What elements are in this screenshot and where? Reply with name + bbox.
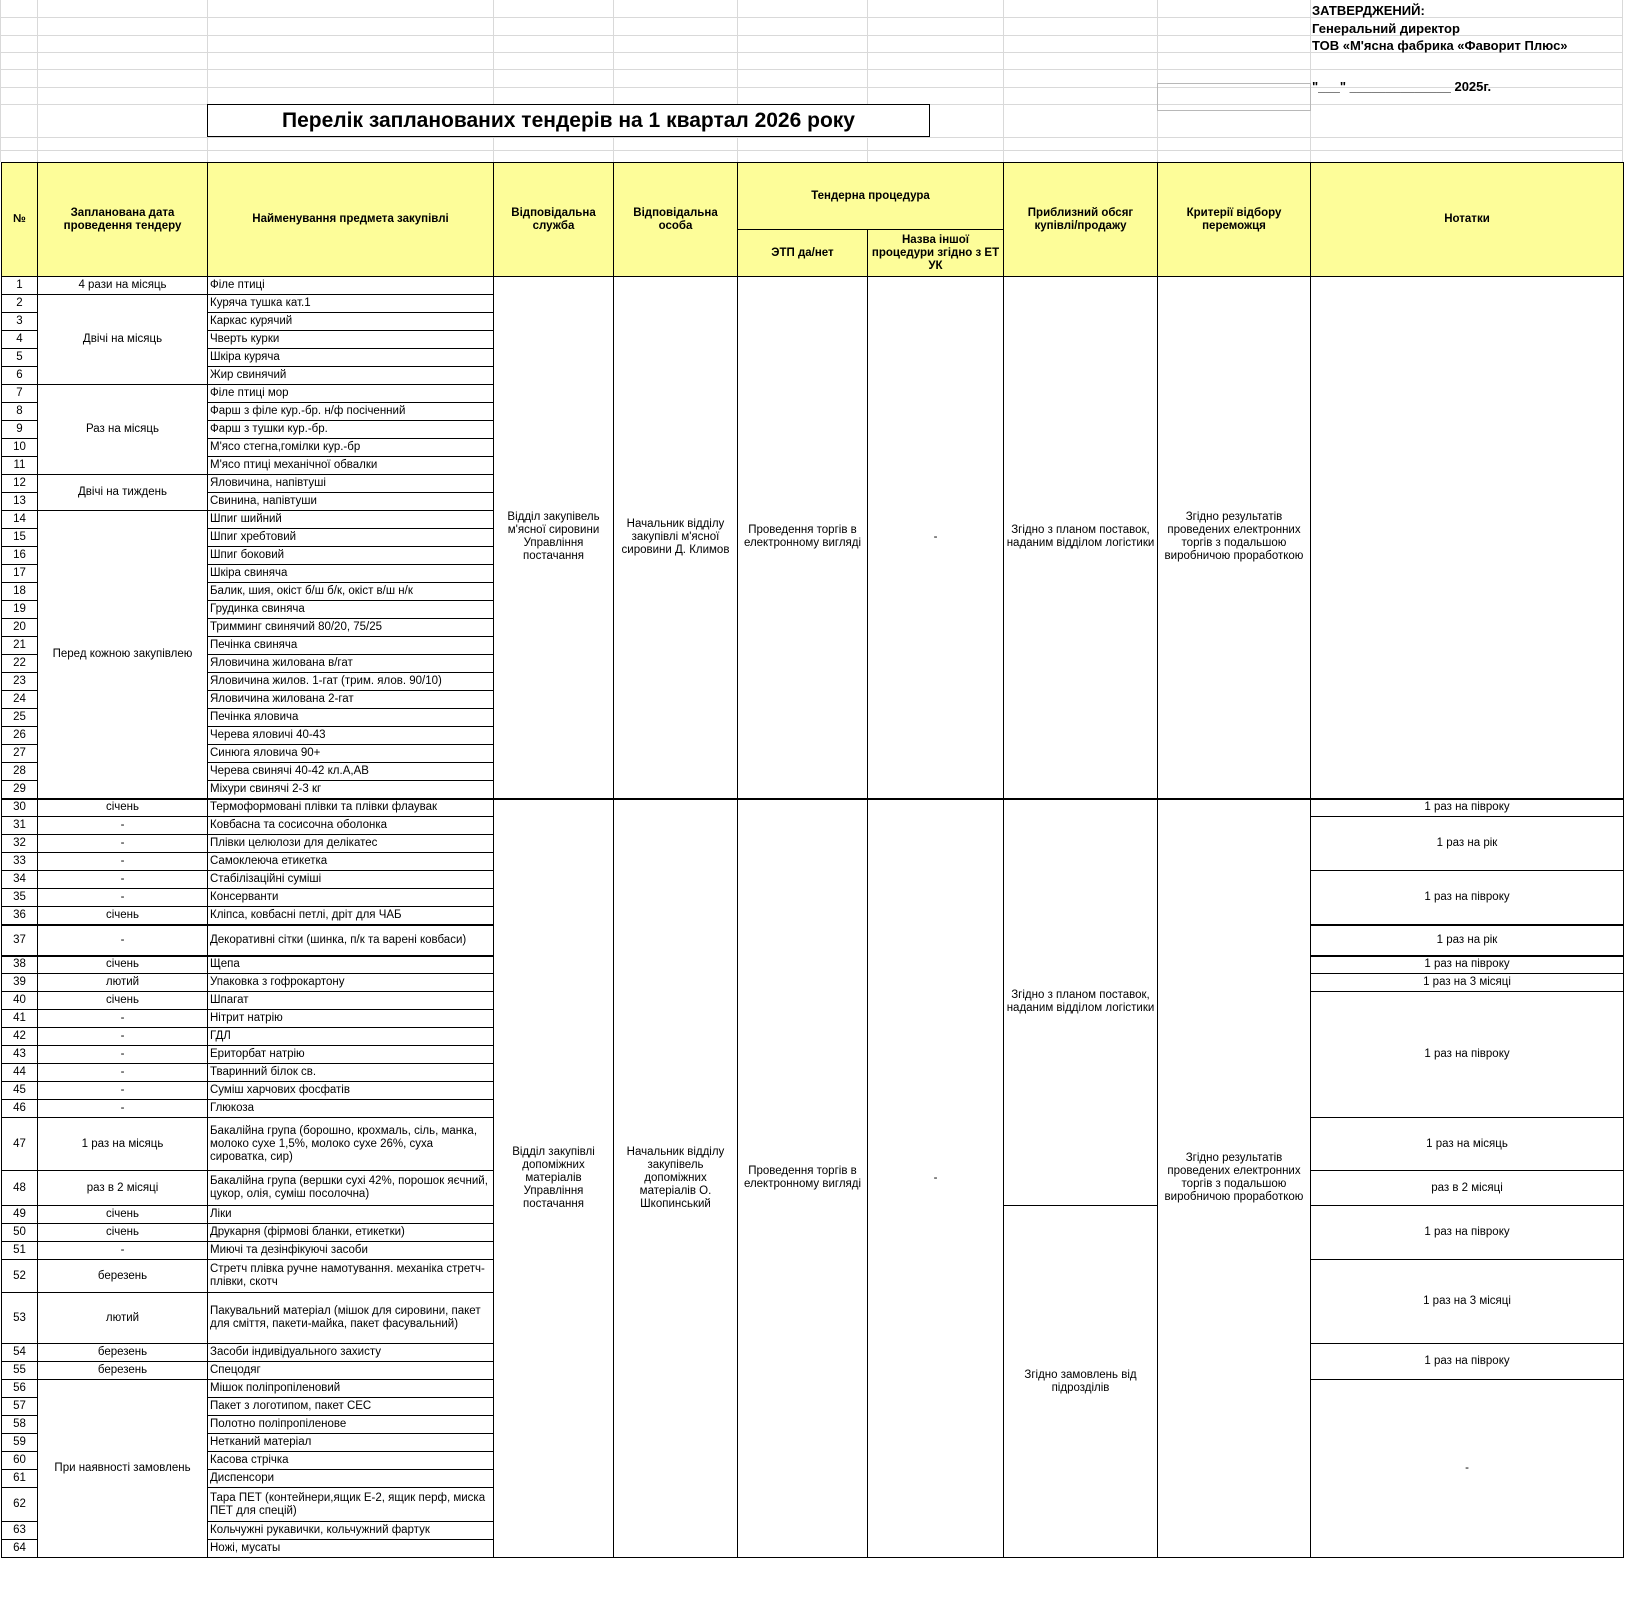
cell-item[interactable]: Філе птиці мор <box>208 385 494 403</box>
cell-person[interactable]: Начальник відділу закупівлі м'ясної сировини Д. Климов <box>614 277 738 799</box>
cell-num[interactable]: 50 <box>2 1224 38 1242</box>
col-header-item[interactable]: Найменування предмета закупівлі <box>208 163 494 277</box>
cell-date[interactable]: - <box>38 1082 208 1100</box>
cell-date[interactable]: - <box>38 925 208 956</box>
cell-num[interactable]: 17 <box>2 565 38 583</box>
cell-item[interactable]: Ериторбат натрію <box>208 1046 494 1064</box>
cell-item[interactable]: Нітрит натрію <box>208 1010 494 1028</box>
cell-item[interactable]: Черева свинячі 40-42 кл.А,АВ <box>208 763 494 781</box>
cell-etp[interactable]: Проведення торгів в електронному вигляді <box>738 277 868 799</box>
cell-item[interactable]: Фарш з тушки кур.-бр. <box>208 421 494 439</box>
tender-table <box>1 162 1624 1558</box>
cell-date[interactable]: Двічі на місяць <box>38 295 208 385</box>
cell-item[interactable]: Балик, шия, окіст б/ш б/к, окіст в/ш н/к <box>208 583 494 601</box>
col-header-date[interactable]: Запланована дата проведення тендеру <box>38 163 208 277</box>
cell-date[interactable]: березень <box>38 1260 208 1293</box>
cell-num[interactable]: 46 <box>2 1100 38 1118</box>
cell-date[interactable]: - <box>38 835 208 853</box>
cell-num[interactable]: 24 <box>2 691 38 709</box>
cell-item[interactable]: Мішок поліпропіленовий <box>208 1380 494 1398</box>
cell-date[interactable]: Двічі на тиждень <box>38 475 208 511</box>
page-title: Перелік запланованих тендерів на 1 квартал 2026 року <box>207 104 930 137</box>
cell-notes[interactable]: 1 раз на 3 місяці <box>1311 1260 1624 1344</box>
cell-item[interactable]: Грудинка свиняча <box>208 601 494 619</box>
cell-item[interactable]: Полотно поліпропіленове <box>208 1416 494 1434</box>
cell-date[interactable]: раз в 2 місяці <box>38 1171 208 1206</box>
cell-num[interactable]: 38 <box>2 956 38 974</box>
cell-item[interactable]: Нетканий матеріал <box>208 1434 494 1452</box>
cell-num[interactable]: 14 <box>2 511 38 529</box>
cell-item[interactable]: Консерванти <box>208 889 494 907</box>
cell-item[interactable]: Шкіра куряча <box>208 349 494 367</box>
col-header-criteria[interactable]: Критерії відбору переможця <box>1158 163 1311 277</box>
cell-num[interactable]: 59 <box>2 1434 38 1452</box>
col-header-etp[interactable]: ЭТП да/нет <box>738 230 868 277</box>
cell-service[interactable]: Відділ закупівлі допоміжних матеріалів Управління постачання <box>494 799 614 1558</box>
cell-item[interactable]: Міхури свинячі 2-3 кг <box>208 781 494 799</box>
approval-company: ТОВ «М'ясна фабрика «Фаворит Плюс» <box>1312 38 1568 53</box>
cell-date[interactable]: - <box>38 1010 208 1028</box>
cell-item[interactable]: Ковбасна та сосисочна оболонка <box>208 817 494 835</box>
cell-notes[interactable]: 1 раз на 3 місяці <box>1311 974 1624 992</box>
cell-num[interactable]: 53 <box>2 1293 38 1344</box>
cell-item[interactable]: Черева яловичі 40-43 <box>208 727 494 745</box>
cell-date[interactable]: березень <box>38 1362 208 1380</box>
cell-item[interactable]: Пакет з логотипом, пакет СЕС <box>208 1398 494 1416</box>
table-row <box>2 277 1624 295</box>
cell-num[interactable]: 47 <box>2 1118 38 1171</box>
cell-notes[interactable] <box>1311 277 1624 799</box>
cell-num[interactable]: 63 <box>2 1522 38 1540</box>
col-header-volume[interactable]: Приблизний обсяг купівлі/продажу <box>1004 163 1158 277</box>
cell-num[interactable]: 55 <box>2 1362 38 1380</box>
cell-item[interactable]: Яловичина жилована в/гат <box>208 655 494 673</box>
cell-item[interactable]: Печінка свиняча <box>208 637 494 655</box>
cell-num[interactable]: 23 <box>2 673 38 691</box>
cell-num[interactable]: 60 <box>2 1452 38 1470</box>
cell-num[interactable]: 21 <box>2 637 38 655</box>
cell-num[interactable]: 25 <box>2 709 38 727</box>
cell-item[interactable]: Печінка яловича <box>208 709 494 727</box>
cell-num[interactable]: 4 <box>2 331 38 349</box>
cell-item[interactable]: Шпиг хребтовий <box>208 529 494 547</box>
cell-criteria[interactable]: Згідно результатів проведених електронних торгів з подальшою виробничою проработкою <box>1158 799 1311 1558</box>
cell-num[interactable]: 2 <box>2 295 38 313</box>
cell-num[interactable]: 49 <box>2 1206 38 1224</box>
cell-num[interactable]: 40 <box>2 992 38 1010</box>
cell-num[interactable]: 48 <box>2 1171 38 1206</box>
cell-date[interactable]: січень <box>38 1224 208 1242</box>
cell-volume[interactable]: Згідно з планом поставок, наданим відділом логістики <box>1004 799 1158 1206</box>
cell-num[interactable]: 5 <box>2 349 38 367</box>
cell-item[interactable]: Спецодяг <box>208 1362 494 1380</box>
approval-position: Генеральний директор <box>1312 20 1460 36</box>
cell-date[interactable]: - <box>38 1064 208 1082</box>
cell-notes[interactable]: - <box>1311 1380 1624 1558</box>
cell-num[interactable]: 57 <box>2 1398 38 1416</box>
cell-num[interactable]: 20 <box>2 619 38 637</box>
table-header <box>2 163 1624 277</box>
cell-num[interactable]: 33 <box>2 853 38 871</box>
gridline <box>0 137 1622 138</box>
cell-item[interactable]: Стабілізаційні суміші <box>208 871 494 889</box>
cell-item[interactable]: Свинина, напівтуши <box>208 493 494 511</box>
cell-date[interactable]: січень <box>38 799 208 817</box>
cell-date[interactable]: Перед кожною закупівлею <box>38 511 208 799</box>
cell-notes[interactable]: 1 раз на півроку <box>1311 992 1624 1118</box>
cell-date[interactable]: - <box>38 889 208 907</box>
cell-volume[interactable]: Згідно з планом поставок, наданим відділом логістики <box>1004 277 1158 799</box>
cell-notes[interactable]: 1 раз на півроку <box>1311 1206 1624 1260</box>
cell-notes[interactable]: 1 раз на півроку <box>1311 799 1624 817</box>
cell-item[interactable]: Плівки целюлози для делікатес <box>208 835 494 853</box>
gridline <box>1622 0 1623 162</box>
cell-item[interactable]: Бакалійна група (вершки сухі 42%, порошок яєчний, цукор, олія, суміш посолочна) <box>208 1171 494 1206</box>
cell-date[interactable]: - <box>38 817 208 835</box>
cell-date[interactable]: Раз на місяць <box>38 385 208 475</box>
cell-person[interactable]: Начальник відділу закупівель допоміжних матеріалів О. Шкопинський <box>614 799 738 1558</box>
cell-item[interactable]: Друкарня (фірмові бланки, етикетки) <box>208 1224 494 1242</box>
cell-num[interactable]: 8 <box>2 403 38 421</box>
cell-num[interactable]: 28 <box>2 763 38 781</box>
cell-item[interactable]: Глюкоза <box>208 1100 494 1118</box>
cell-item[interactable]: Шпиг боковий <box>208 547 494 565</box>
cell-notes[interactable]: 1 раз на півроку <box>1311 1344 1624 1380</box>
cell-item[interactable]: Куряча тушка кат.1 <box>208 295 494 313</box>
cell-item[interactable]: Жир свинячий <box>208 367 494 385</box>
table-row <box>2 799 1624 817</box>
cell-date[interactable]: - <box>38 1046 208 1064</box>
approval-title: ЗАТВЕРДЖЕНИЙ: <box>1312 3 1425 18</box>
cell-date[interactable]: При наявності замовлень <box>38 1380 208 1558</box>
cell-date[interactable]: березень <box>38 1344 208 1362</box>
cell-item[interactable]: Щепа <box>208 956 494 974</box>
cell-item[interactable]: Тримминг свинячий 80/20, 75/25 <box>208 619 494 637</box>
cell-num[interactable]: 52 <box>2 1260 38 1293</box>
cell-item[interactable]: Шкіра свиняча <box>208 565 494 583</box>
cell-num[interactable]: 54 <box>2 1344 38 1362</box>
cell-item[interactable]: Тваринний білок св. <box>208 1064 494 1082</box>
cell-item[interactable]: Шпагат <box>208 992 494 1010</box>
cell-date[interactable]: січень <box>38 907 208 925</box>
cell-criteria[interactable]: Згідно результатів проведених електронних торгів з подальшою виробничою проработкою <box>1158 277 1311 799</box>
cell-num[interactable]: 6 <box>2 367 38 385</box>
cell-item[interactable]: Фарш з філе кур.-бр. н/ф посіченний <box>208 403 494 421</box>
cell-item[interactable]: ГДЛ <box>208 1028 494 1046</box>
gridline <box>0 150 1622 151</box>
cell-num[interactable]: 9 <box>2 421 38 439</box>
cell-notes[interactable]: раз в 2 місяці <box>1311 1171 1624 1206</box>
cell-notes[interactable]: 1 раз на рік <box>1311 925 1624 956</box>
cell-num[interactable]: 56 <box>2 1380 38 1398</box>
cell-item[interactable]: Ліки <box>208 1206 494 1224</box>
cell-item[interactable]: Каркас курячий <box>208 313 494 331</box>
cell-num[interactable]: 64 <box>2 1540 38 1558</box>
cell-num[interactable]: 27 <box>2 745 38 763</box>
cell-item[interactable]: Суміш харчових фосфатів <box>208 1082 494 1100</box>
cell-item[interactable]: Синюга яловича 90+ <box>208 745 494 763</box>
cell-num[interactable]: 18 <box>2 583 38 601</box>
cell-volume[interactable]: Згідно замовлень від підрозділів <box>1004 1206 1158 1558</box>
cell-num[interactable]: 12 <box>2 475 38 493</box>
cell-date[interactable]: січень <box>38 956 208 974</box>
empty-cell <box>1157 83 1311 111</box>
cell-item[interactable]: Яловичина, напівтуші <box>208 475 494 493</box>
cell-item[interactable]: Ножі, мусаты <box>208 1540 494 1558</box>
cell-date[interactable]: січень <box>38 992 208 1010</box>
cell-item[interactable]: Упаковка з гофрокартону <box>208 974 494 992</box>
cell-num[interactable]: 31 <box>2 817 38 835</box>
cell-num[interactable]: 13 <box>2 493 38 511</box>
cell-item[interactable]: Тара ПЕТ (контейнери,ящик Е-2, ящик перф, миска ПЕТ для спецій) <box>208 1488 494 1522</box>
cell-num[interactable]: 29 <box>2 781 38 799</box>
cell-item[interactable]: Засоби індивідуального захисту <box>208 1344 494 1362</box>
cell-item[interactable]: Філе птиці <box>208 277 494 295</box>
cell-item[interactable]: Диспенсори <box>208 1470 494 1488</box>
cell-date[interactable]: січень <box>38 1206 208 1224</box>
cell-num[interactable]: 36 <box>2 907 38 925</box>
cell-num[interactable]: 26 <box>2 727 38 745</box>
cell-num[interactable]: 35 <box>2 889 38 907</box>
cell-item[interactable]: Термоформовані плівки та плівки флаувак <box>208 799 494 817</box>
cell-date[interactable]: 4 рази на місяць <box>38 277 208 295</box>
cell-item[interactable]: Пакувальний матеріал (мішок для сировини, пакет для сміття, пакети-майка, пакет фасувальний) <box>208 1293 494 1344</box>
cell-num[interactable]: 51 <box>2 1242 38 1260</box>
cell-num[interactable]: 45 <box>2 1082 38 1100</box>
cell-date[interactable]: - <box>38 871 208 889</box>
approval-date-line: "___" ______________ 2025г. <box>1312 78 1492 94</box>
cell-item[interactable]: Яловичина жилов. 1-гат (трим. ялов. 90/10) <box>208 673 494 691</box>
cell-item[interactable]: Касова стрічка <box>208 1452 494 1470</box>
cell-num[interactable]: 39 <box>2 974 38 992</box>
col-header-service[interactable]: Відповідальна служба <box>494 163 614 277</box>
cell-num[interactable]: 7 <box>2 385 38 403</box>
cell-other-procedure[interactable]: - <box>868 799 1004 1558</box>
cell-item[interactable]: Шпиг шийний <box>208 511 494 529</box>
cell-num[interactable]: 30 <box>2 799 38 817</box>
cell-num[interactable]: 58 <box>2 1416 38 1434</box>
cell-item[interactable]: Самоклеюча етикетка <box>208 853 494 871</box>
cell-date[interactable]: - <box>38 853 208 871</box>
cell-etp[interactable]: Проведення торгів в електронному вигляді <box>738 799 868 1558</box>
col-header-notes[interactable]: Нотатки <box>1311 163 1624 277</box>
cell-num[interactable]: 32 <box>2 835 38 853</box>
cell-notes[interactable]: 1 раз на місяць <box>1311 1118 1624 1171</box>
cell-item[interactable]: Миючі та дезінфікуючі засоби <box>208 1242 494 1260</box>
approval-block <box>1312 2 1568 95</box>
cell-notes[interactable]: 1 раз на півроку <box>1311 871 1624 925</box>
cell-num[interactable]: 15 <box>2 529 38 547</box>
cell-date[interactable]: лютий <box>38 1293 208 1344</box>
cell-notes[interactable]: 1 раз на півроку <box>1311 956 1624 974</box>
cell-item[interactable]: Яловичина жилована 2-гат <box>208 691 494 709</box>
cell-num[interactable]: 22 <box>2 655 38 673</box>
cell-item[interactable]: Декоративні сітки (шинка, п/к та варені ковбаси) <box>208 925 494 956</box>
cell-item[interactable]: М'ясо птиці механічної обвалки <box>208 457 494 475</box>
cell-notes[interactable]: 1 раз на рік <box>1311 817 1624 871</box>
cell-item[interactable]: М'ясо стегна,гомілки кур.-бр <box>208 439 494 457</box>
cell-item[interactable]: Стретч плівка ручне намотування. механіка стретч-плівки, скотч <box>208 1260 494 1293</box>
cell-num[interactable]: 10 <box>2 439 38 457</box>
cell-num[interactable]: 3 <box>2 313 38 331</box>
cell-num[interactable]: 61 <box>2 1470 38 1488</box>
cell-item[interactable]: Бакалійна група (борошно, крохмаль, сіль, манка, молоко сухе 1,5%, молоко сухе 26%, суха сироватка, сир) <box>208 1118 494 1171</box>
cell-num[interactable]: 1 <box>2 277 38 295</box>
cell-date[interactable]: - <box>38 1242 208 1260</box>
cell-num[interactable]: 44 <box>2 1064 38 1082</box>
cell-num[interactable]: 37 <box>2 925 38 956</box>
cell-item[interactable]: Чверть курки <box>208 331 494 349</box>
cell-date[interactable]: - <box>38 1028 208 1046</box>
cell-num[interactable]: 42 <box>2 1028 38 1046</box>
cell-num[interactable]: 11 <box>2 457 38 475</box>
cell-item[interactable]: Кліпса, ковбасні петлі, дріт для ЧАБ <box>208 907 494 925</box>
col-header-person[interactable]: Відповідальна особа <box>614 163 738 277</box>
cell-num[interactable]: 62 <box>2 1488 38 1522</box>
col-header-num[interactable]: № <box>2 163 38 277</box>
cell-date[interactable]: 1 раз на місяць <box>38 1118 208 1171</box>
cell-date[interactable]: лютий <box>38 974 208 992</box>
col-header-other-procedure[interactable]: Назва іншої процедури згідно з ЕТ УК <box>868 230 1004 277</box>
cell-num[interactable]: 41 <box>2 1010 38 1028</box>
cell-date[interactable]: - <box>38 1100 208 1118</box>
cell-num[interactable]: 34 <box>2 871 38 889</box>
table-body <box>2 277 1624 1558</box>
cell-num[interactable]: 19 <box>2 601 38 619</box>
col-header-procedure-group[interactable]: Тендерна процедура <box>738 163 1004 230</box>
cell-num[interactable]: 16 <box>2 547 38 565</box>
cell-num[interactable]: 43 <box>2 1046 38 1064</box>
cell-item[interactable]: Кольчужні рукавички, кольчужний фартук <box>208 1522 494 1540</box>
cell-service[interactable]: Відділ закупівель м'ясної сировини Управління постачання <box>494 277 614 799</box>
cell-other-procedure[interactable]: - <box>868 277 1004 799</box>
